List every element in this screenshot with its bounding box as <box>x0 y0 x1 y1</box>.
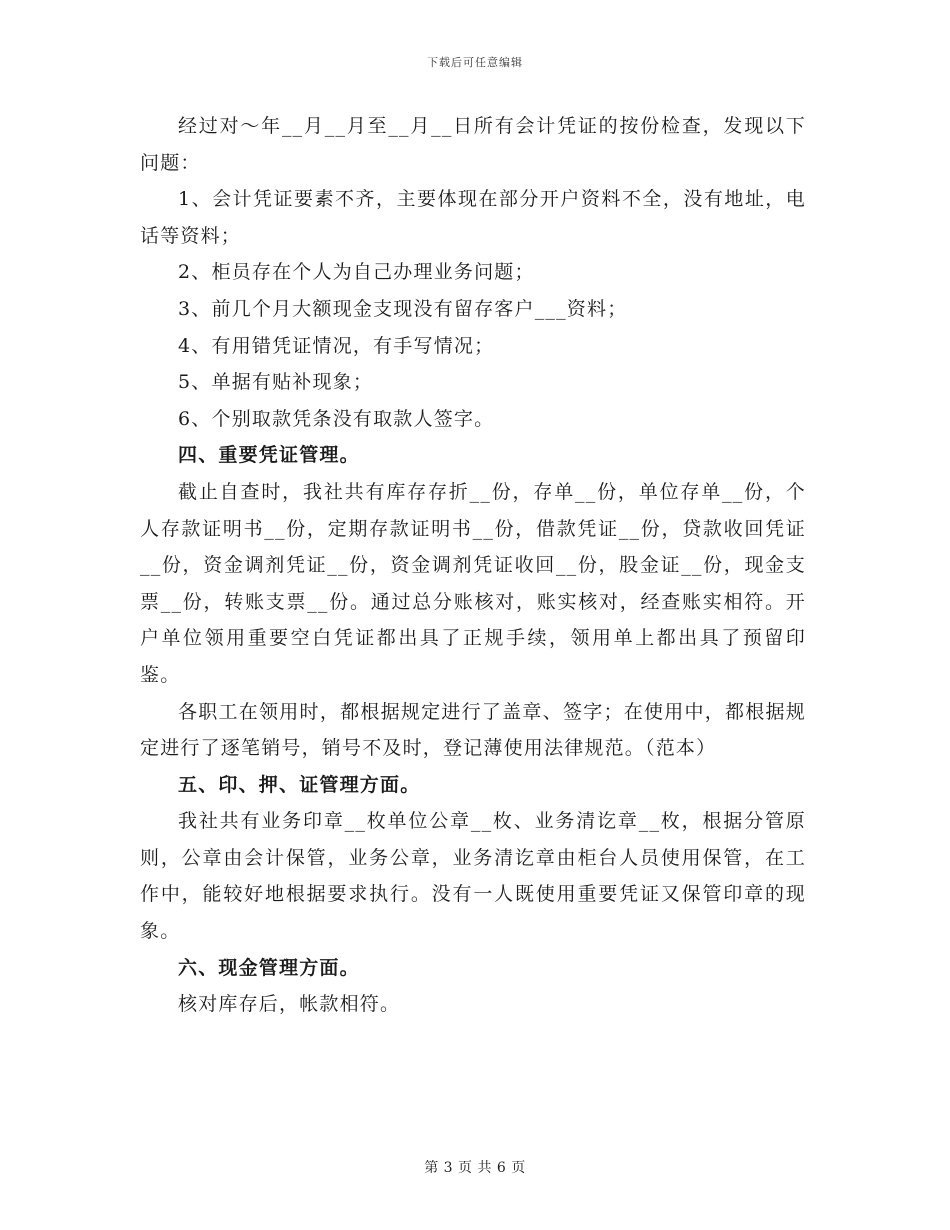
issue-item-3: 3、前几个月大额现金支现没有留存客户___资料； <box>178 297 628 320</box>
page-number: 第 3 页 共 6 页 <box>424 1160 526 1176</box>
page-header: 下载后可任意编辑 <box>427 56 523 69</box>
section4-paragraph-2: 各职工在领用时，都根据规定进行了盖章、签字；在使用中，都根据规定进行了逐笔销号，销号不及时，登记薄使用法律规范。（范本） <box>140 700 806 760</box>
section-heading-4: 四、重要凭证管理。 <box>178 444 360 467</box>
document-body <box>140 108 806 1023</box>
section-heading-6: 六、现金管理方面。 <box>178 956 360 979</box>
section4-paragraph-1: 截止自查时，我社共有库存存折__份，存单__份，单位存单__份，个人存款证明书__份，定期存款证明书__份，借款凭证__份，贷款收回凭证__份，资金调剂凭证__份，资金调剂凭证收回__份，股金证__份，现金支票__份，转账支票__份。通过总分账核对，账实核对，经查账实相符。开户单位领用重要空白凭证都出具了正规手续，领用单上都出具了预留印鉴。 <box>140 480 806 686</box>
section-heading-5: 五、印、押、证管理方面。 <box>178 773 421 796</box>
issue-item-4: 4、有用错凭证情况，有手写情况； <box>178 334 495 357</box>
intro-paragraph: 经过对～年__月__月至__月__日所有会计凭证的按份检查，发现以下问题： <box>140 115 806 174</box>
issue-item-1: 1、会计凭证要素不齐，主要体现在部分开户资料不全，没有地址，电话等资料； <box>140 188 806 247</box>
issue-item-6: 6、个别取款凭条没有取款人签字。 <box>178 407 495 430</box>
issue-item-5: 5、单据有贴补现象； <box>178 371 374 394</box>
section6-paragraph: 核对库存后，帐款相符。 <box>178 993 401 1016</box>
issue-item-2: 2、柜员存在个人为自己办理业务问题； <box>178 261 535 284</box>
section5-paragraph: 我社共有业务印章__枚单位公章__枚、业务清讫章__枚，根据分管原则，公章由会计保管，业务公章，业务清讫章由柜台人员使用保管，在工作中，能较好地根据要求执行。没有一人既使用重要凭证又保管印章的现象。 <box>140 810 806 943</box>
